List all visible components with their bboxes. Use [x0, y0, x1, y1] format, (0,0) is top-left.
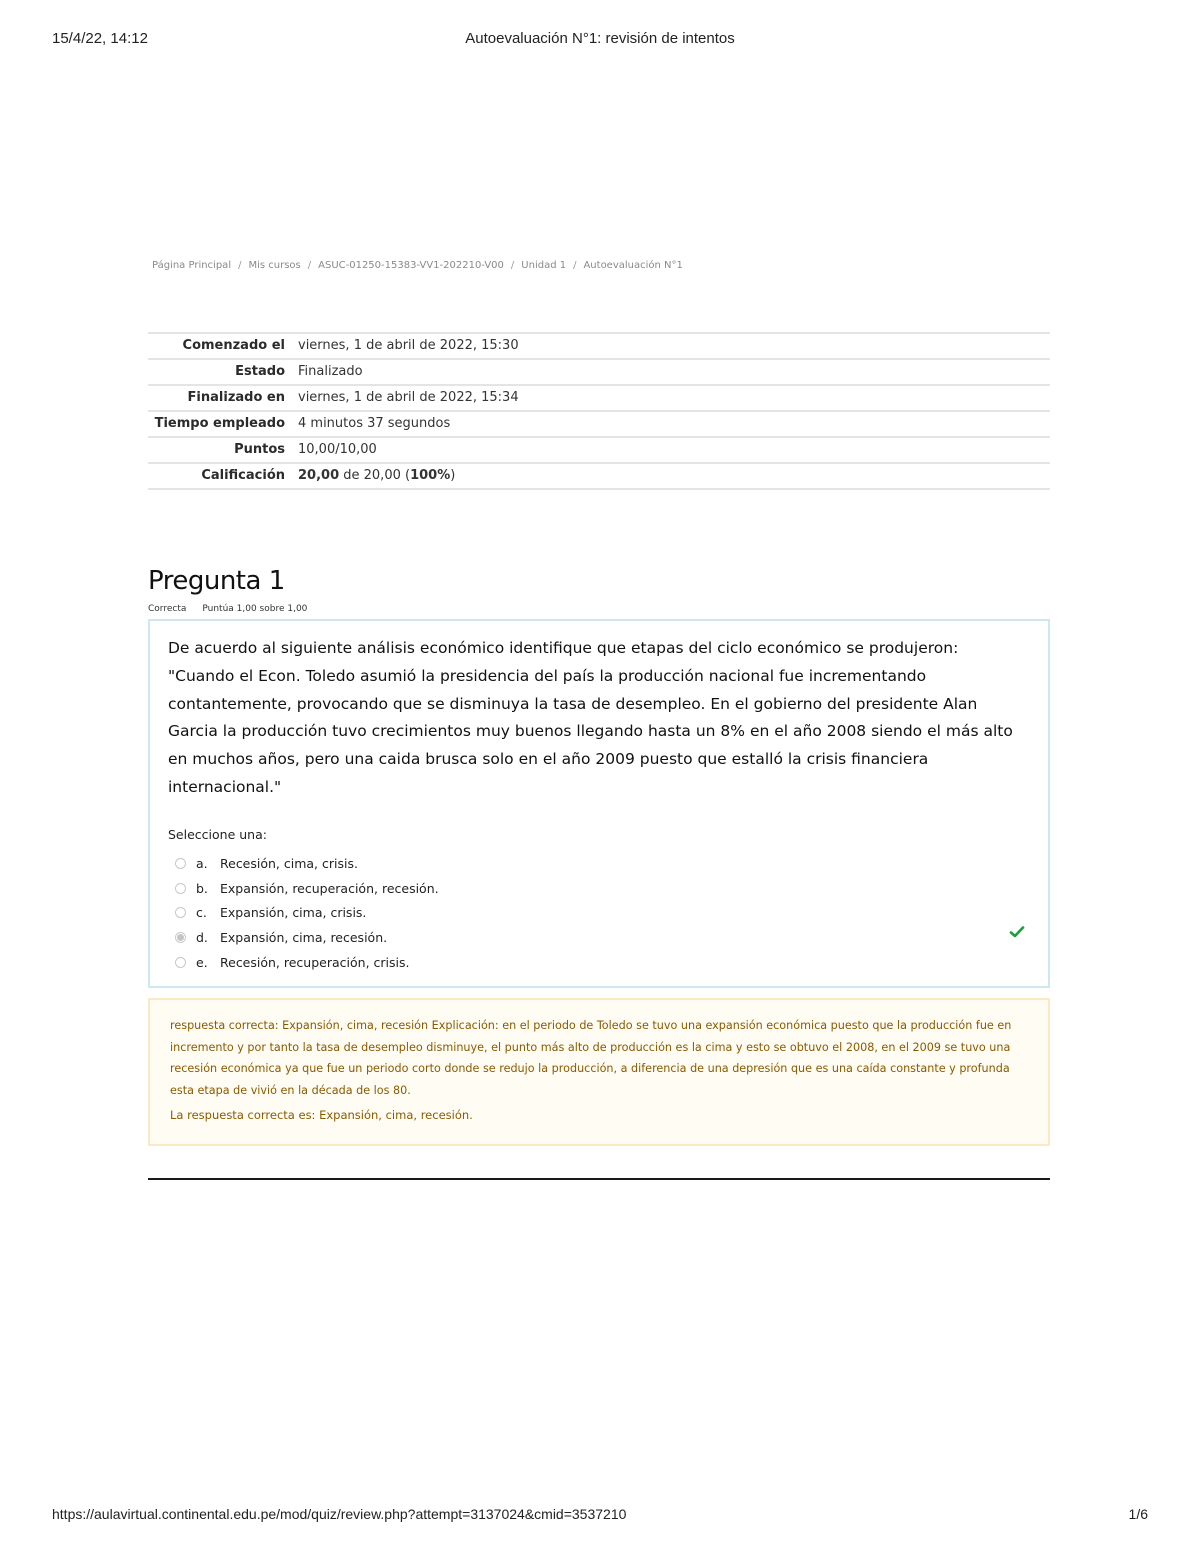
page-divider [148, 1178, 1050, 1180]
breadcrumb-unit[interactable]: Unidad 1 [521, 260, 567, 271]
summary-row-state [148, 360, 1050, 386]
summary-label: Puntos [234, 442, 285, 457]
option-letter: c. [196, 905, 207, 921]
summary-row-started [148, 334, 1050, 360]
print-url: https://aulavirtual.continental.edu.pe/mod/quiz/review.php?attempt=3137024&cmid=3537210 [52, 1506, 627, 1522]
breadcrumb-home[interactable]: Página Principal [152, 260, 232, 271]
question-box [148, 619, 1050, 988]
summary-value: Finalizado [298, 364, 363, 379]
summary-label: Estado [235, 364, 285, 379]
summary-value: 4 minutos 37 segundos [298, 416, 451, 431]
print-header [52, 30, 1148, 50]
breadcrumb-separator: / [573, 260, 577, 271]
option-letter: e. [196, 955, 208, 971]
breadcrumb-course[interactable]: ASUC-01250-15383-VV1-202210-V00 [318, 260, 504, 271]
print-footer [52, 1506, 1148, 1526]
feedback-box [148, 998, 1050, 1146]
option-text: Recesión, cima, crisis. [220, 855, 358, 871]
summary-value: viernes, 1 de abril de 2022, 15:30 [298, 338, 519, 353]
question-status: Correcta [148, 604, 187, 614]
question-text: De acuerdo al siguiente análisis económico identifique que etapas del ciclo económico se produjeron: "Cuando el Econ. Toledo asumió la presidencia del país la producción nacional fue incrementando contantemente, provocando que se disminuya la tasa de desempleo. En el gobierno del presidente Alan Garcia la producción tuvo crecimientos muy buenos llegando hasta un 8% en el año 2008 siendo el más alto en muchos años, pero una caida brusca solo en el año 2009 puesto que estalló la crisis financiera internacional." [168, 639, 1013, 796]
grade-close: ) [450, 468, 456, 483]
option-text: Expansión, cima, recesión. [220, 930, 388, 946]
feedback-explanation: respuesta correcta: Expansión, cima, recesión Explicación: en el periodo de Toledo se tuvo una expansión económica puesto que la producción fue en incremento y por tanto la tasa de desempleo disminuye, el punto más alto de producción es la cima y esto se obtuvo el 2008, en el 2009 se tuvo una recesión económica ya que fue un periodo corto donde se redujo la producción, a diferencia de una depresión que es una caída constante y profunda esta etapa de vivió en la década de los 80. [170, 1019, 1012, 1097]
question-meta [148, 604, 307, 614]
grade-percent: 100% [410, 468, 451, 483]
summary-label: Calificación [201, 468, 285, 483]
page-number: 1/6 [1128, 1506, 1148, 1522]
breadcrumb-my-courses[interactable]: Mis cursos [248, 260, 301, 271]
summary-row-time-taken [148, 412, 1050, 438]
grade-value: 20,00 [298, 468, 340, 483]
radio-button-selected[interactable] [175, 932, 186, 943]
summary-label: Tiempo empleado [154, 416, 285, 431]
answer-option-b[interactable] [175, 876, 439, 901]
summary-value: viernes, 1 de abril de 2022, 15:34 [298, 390, 519, 405]
attempt-summary-table [148, 332, 1050, 490]
breadcrumb-separator: / [238, 260, 242, 271]
summary-label: Comenzado el [182, 338, 285, 353]
answer-option-d[interactable] [175, 925, 439, 950]
answer-option-a[interactable] [175, 851, 439, 876]
radio-button[interactable] [175, 957, 186, 968]
option-letter: a. [196, 855, 208, 871]
summary-row-points [148, 438, 1050, 464]
option-text: Recesión, recuperación, crisis. [220, 955, 410, 971]
summary-value: 10,00/10,00 [298, 442, 377, 457]
check-icon [1008, 923, 1026, 941]
radio-button[interactable] [175, 907, 186, 918]
select-one-prompt: Seleccione una: [168, 827, 267, 842]
option-text: Expansión, cima, crisis. [220, 905, 367, 921]
option-letter: b. [196, 880, 208, 896]
answer-option-c[interactable] [175, 901, 439, 926]
breadcrumb-quiz[interactable]: Autoevaluación N°1 [583, 260, 683, 271]
summary-value [298, 465, 1050, 487]
summary-row-finished [148, 386, 1050, 412]
question-grade: Puntúa 1,00 sobre 1,00 [202, 604, 308, 614]
print-title: Autoevaluación N°1: revisión de intentos [465, 30, 735, 47]
breadcrumb [152, 260, 683, 271]
radio-button[interactable] [175, 858, 186, 869]
option-text: Expansión, recuperación, recesión. [220, 880, 439, 896]
breadcrumb-separator: / [307, 260, 312, 271]
summary-row-grade [148, 464, 1050, 490]
print-date: 15/4/22, 14:12 [52, 30, 148, 47]
answer-option-e[interactable] [175, 950, 439, 975]
grade-out-of: de 20,00 ( [339, 468, 411, 483]
radio-button[interactable] [175, 883, 186, 894]
summary-label: Finalizado en [187, 390, 285, 405]
right-answer: La respuesta correcta es: Expansión, cima, recesión. [170, 1108, 473, 1122]
option-letter: d. [196, 930, 208, 946]
answer-options [175, 851, 439, 975]
breadcrumb-separator: / [510, 260, 515, 271]
question-title: Pregunta 1 [148, 566, 285, 596]
